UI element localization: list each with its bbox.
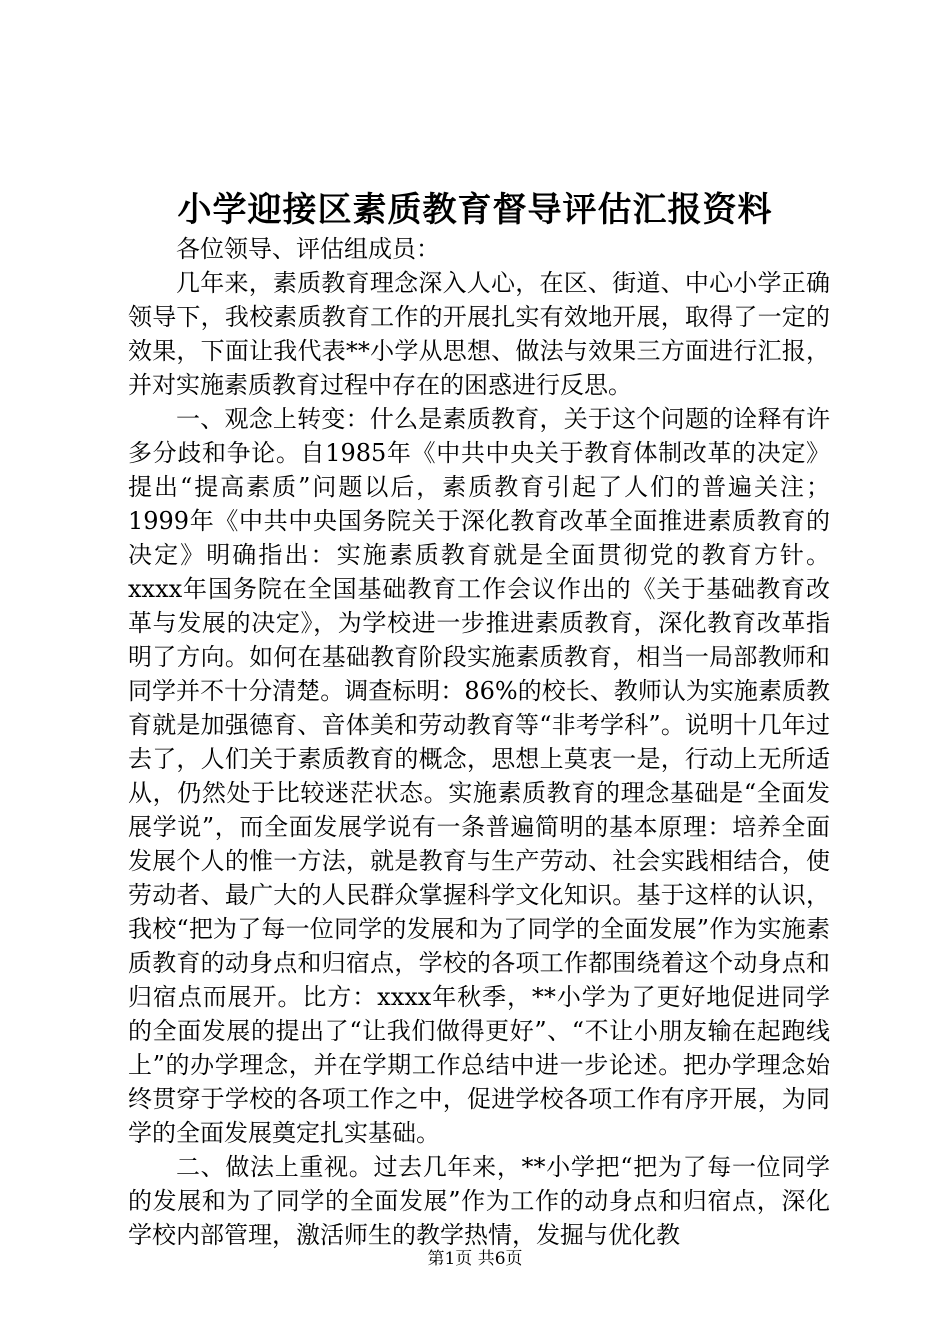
document-title: 小学迎接区素质教育督导评估汇报资料 [177,190,773,230]
document-body [128,232,830,1252]
salutation: 各位领导、评估组成员： [176,235,440,263]
page-number-footer: 第1页 共6页 [427,1249,523,1269]
paragraph-section-1: 一、观念上转变：什么是素质教育，关于这个问题的诠释有许多分歧和争论。自1985年《中共中央关于教育体制改革的决定》提出“提高素质”问题以后，素质教育引起了人们的普遍关注；1999年《中共中央国务院关于深化教育改革全面推进素质教育的决定》明确指出：实施素质教育就是全面贯彻党的教育方针。xxxx年国务院在全国基础教育工作会议作出的《关于基础教育改革与发展的决定》，为学校进一步推进素质教育，深化教育改革指明了方向。如何在基础教育阶段实施素质教育，相当一局部教师和同学并不十分清楚。调查标明：86%的校长、教师认为实施素质教育就是加强德育、音体美和劳动教育等“非考学科”。说明十几年过去了，人们关于素质教育的概念，思想上莫衷一是，行动上无所适从，仍然处于比较迷茫状态。实施素质教育的理念基础是“全面发展学说”，而全面发展学说有一条普遍简明的基本原理：培养全面发展个人的惟一方法，就是教育与生产劳动、社会实践相结合，使劳动者、最广大的人民群众掌握科学文化知识。基于这样的认识，我校“把为了每一位同学的发展和为了同学的全面发展”作为实施素质教育的动身点和归宿点，学校的各项工作都围绕着这个动身点和归宿点而展开。比方：xxxx年秋季，**小学为了更好地促进同学的全面发展的提出了“让我们做得更好”、“不让小朋友输在起跑线上”的办学理念，并在学期工作总结中进一步论述。把办学理念始终贯穿于学校的各项工作之中，促进学校各项工作有序开展，为同学的全面发展奠定扎实基础。 [128,405,830,1147]
paragraph-section-2: 二、做法上重视。过去几年来，**小学把“把为了每一位同学的发展和为了同学的全面发展”作为工作的动身点和归宿点，深化学校内部管理，激活师生的教学热情，发掘与优化教 [128,1153,830,1249]
paragraph-intro: 几年来，素质教育理念深入人心，在区、街道、中心小学正确领导下，我校素质教育工作的开展扎实有效地开展，取得了一定的效果，下面让我代表**小学从思想、做法与效果三方面进行汇报，并对实施素质教育过程中存在的困惑进行反思。 [128,269,830,399]
